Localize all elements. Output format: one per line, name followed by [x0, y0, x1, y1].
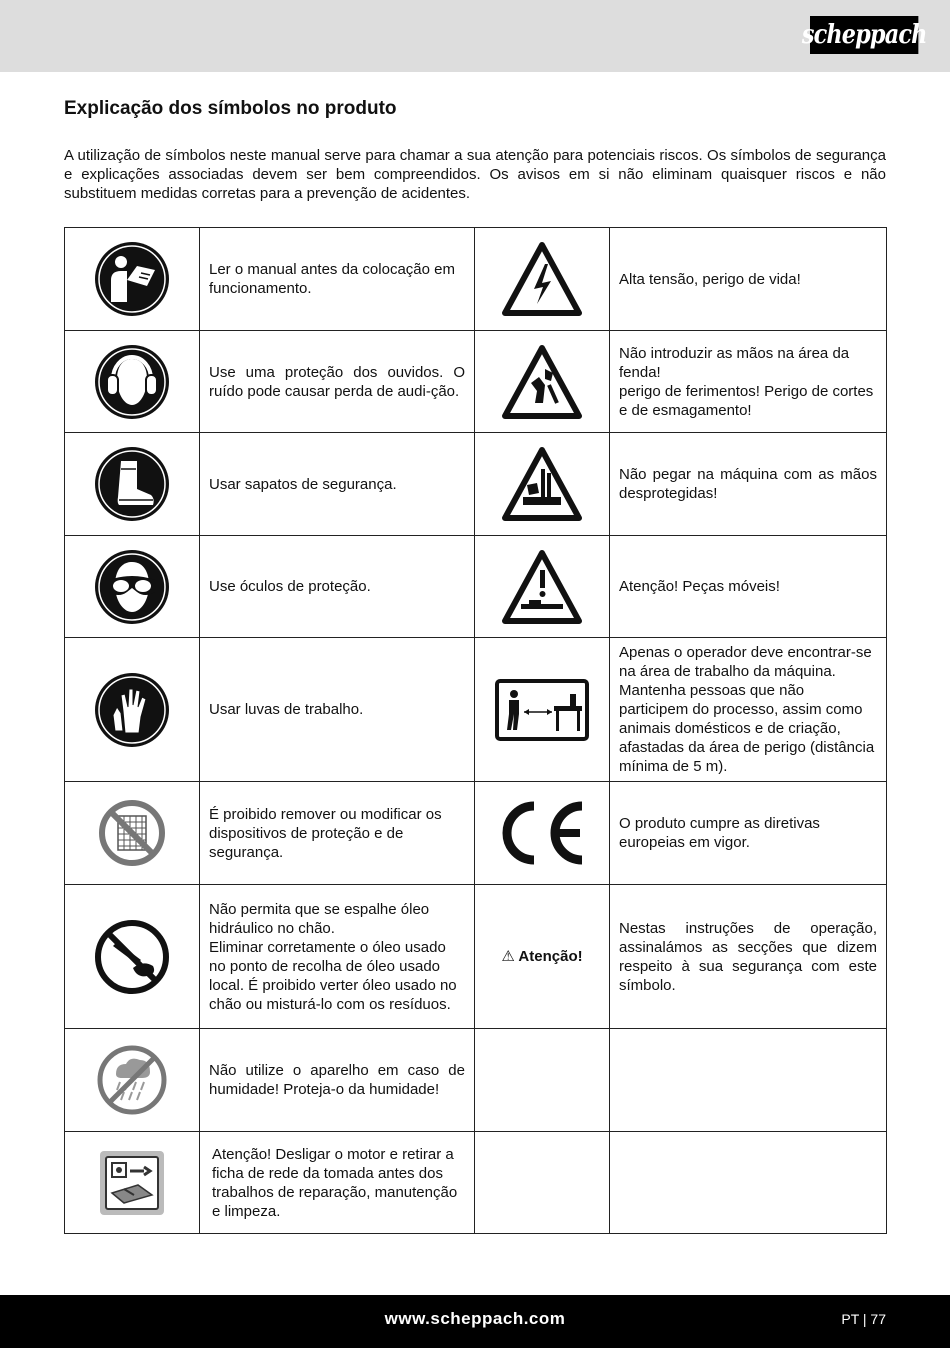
read-manual-icon: [65, 228, 200, 331]
table-row: [65, 638, 887, 782]
table-row: [65, 885, 887, 1029]
symbols-table: [64, 227, 887, 1234]
safety-goggles-text: Use óculos de proteção.: [200, 536, 475, 638]
brand-logo: scheppach: [810, 16, 918, 54]
safety-goggles-icon: [65, 536, 200, 638]
page-title: Explicação dos símbolos no produto: [64, 98, 397, 119]
hand-machine-warning-text: Não pegar na máquina com as mãos desprotegidas!: [610, 433, 887, 536]
table-row: [65, 536, 887, 638]
ear-protection-icon: [65, 331, 200, 433]
ear-protection-text: Use uma proteção dos ouvidos. O ruído pode causar perda de audi-ção.: [200, 331, 475, 433]
no-removing-guards-text: É proibido remover ou modificar os dispositivos de proteção e de segurança.: [200, 782, 475, 885]
no-oil-spill-icon: [65, 885, 200, 1029]
safety-boot-text: Usar sapatos de segurança.: [200, 433, 475, 536]
moving-parts-warning-icon: [475, 536, 610, 638]
operator-only-icon: [475, 638, 610, 782]
table-row: [65, 331, 887, 433]
intro-paragraph: A utilização de símbolos neste manual serve para chamar a sua atenção para potenciais riscos. Os símbolos de segurança e explicações associadas devem ser bem compreendidos. Os avisos em si não eliminam quaisquer riscos e não substituem medidas corretas para a prevenção de acidentes.: [64, 147, 886, 202]
operator-only-text: Apenas o operador deve encontrar-se na área de trabalho da máquina. Mantenha pessoas que não participem do processo, assim como animais domésticos e de criação, afastadas da área de perigo (distância mínima de 5 m).: [610, 638, 887, 782]
safety-boot-icon: [65, 433, 200, 536]
no-removing-guards-icon: [65, 782, 200, 885]
work-gloves-icon: [65, 638, 200, 782]
table-row: [65, 1029, 887, 1132]
empty-cell: [475, 1029, 610, 1132]
hand-crush-warning-icon: [475, 331, 610, 433]
empty-cell: [610, 1029, 887, 1132]
empty-cell: [610, 1132, 887, 1234]
table-row: [65, 782, 887, 885]
unplug-before-maintenance-icon: [65, 1132, 200, 1234]
read-manual-text: Ler o manual antes da colocação em funcionamento.: [200, 228, 475, 331]
moving-parts-warning-text: Atenção! Peças móveis!: [610, 536, 887, 638]
high-voltage-icon: [475, 228, 610, 331]
page-number: PT | 77: [841, 1311, 886, 1327]
hand-crush-warning-text: Não introduzir as mãos na área da fenda! perigo de ferimentos! Perigo de cortes e de esmagamento!: [610, 331, 887, 433]
no-rain-icon: [65, 1029, 200, 1132]
table-row: [65, 1132, 887, 1234]
no-rain-text: Não utilize o aparelho em caso de humidade! Proteja-o da humidade!: [200, 1029, 475, 1132]
high-voltage-text: Alta tensão, perigo de vida!: [610, 228, 887, 331]
footer-url[interactable]: www.scheppach.com: [384, 1309, 566, 1328]
empty-cell: [475, 1132, 610, 1234]
table-row: [65, 433, 887, 536]
footer-bar: [0, 1295, 950, 1348]
ce-mark-icon: [475, 782, 610, 885]
table-row: [65, 228, 887, 331]
attention-icon: ⚠ Atenção!: [475, 885, 610, 1029]
ce-mark-text: O produto cumpre as diretivas europeias em vigor.: [610, 782, 887, 885]
no-oil-spill-text: Não permita que se espalhe óleo hidráulico no chão. Eliminar corretamente o óleo usado no ponto de recolha de óleo usado local. É proibido verter óleo usado no chão ou misturá-lo com os resíduos.: [200, 885, 475, 1029]
hand-machine-warning-icon: [475, 433, 610, 536]
attention-text: Nestas instruções de operação, assinalámos as secções que dizem respeito à sua segurança com este símbolo.: [610, 885, 887, 1029]
unplug-before-maintenance-text: Atenção! Desligar o motor e retirar a ficha de rede da tomada antes dos trabalhos de reparação, manutenção e limpeza.: [200, 1132, 475, 1234]
work-gloves-text: Usar luvas de trabalho.: [200, 638, 475, 782]
header-bar: [0, 0, 950, 72]
